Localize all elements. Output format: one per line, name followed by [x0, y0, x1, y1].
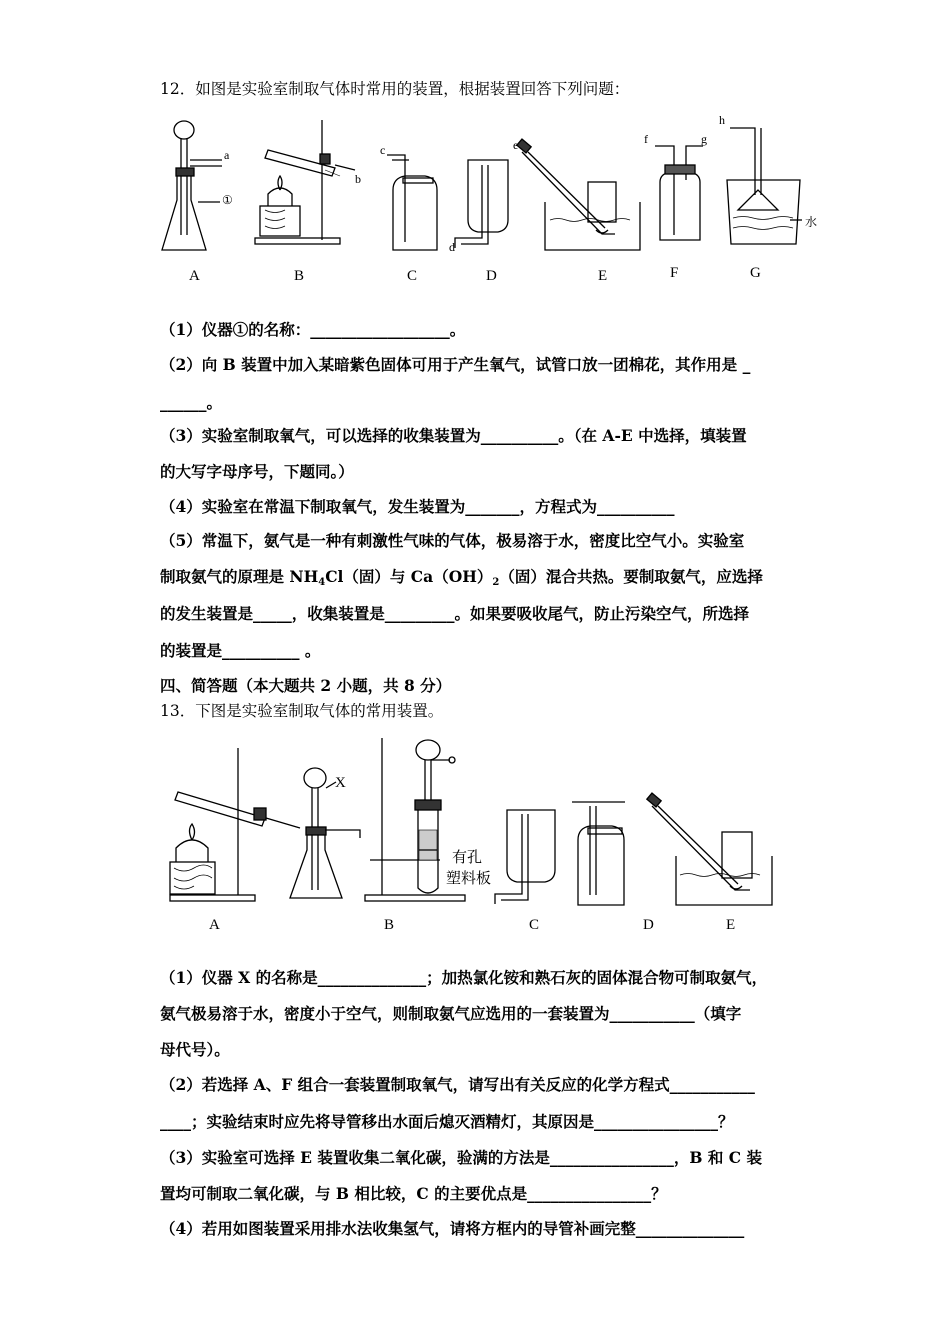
fig12-label-c: C	[407, 268, 418, 284]
tag-f: f	[644, 132, 648, 146]
fig13-label-d: D	[643, 917, 654, 933]
q12-p1: （1）仪器①的名称：__________________。	[160, 320, 466, 339]
q12-p5b-pre: 制取氨气的原理是 NH	[160, 567, 319, 586]
apparatus-d-bottle	[455, 160, 508, 248]
q12-p5b-sub1: 4	[318, 577, 326, 588]
q13-apparatus-d-bottle	[572, 802, 625, 905]
q13-p2b: ____；实验结束时应先将导管移出水面后熄灭酒精灯，其原因是________________？	[160, 1112, 734, 1131]
fig13-label-a: A	[209, 917, 220, 933]
tag-b: b	[355, 172, 361, 186]
q13-p2a: （2）若选择 A、F 组合一套装置制取氧气，请写出有关反应的化学方程式___________	[160, 1075, 755, 1094]
fig12-label-d: D	[486, 268, 497, 284]
q12-p5c: 的发生装置是_____，收集装置是_________。如果要吸收尾气，防止污染空气，所选择	[160, 604, 750, 623]
q12-p5b-post: （固）混合共热。要制取氨气，应选择	[499, 567, 763, 586]
fig12-label-a: A	[189, 268, 200, 284]
tag-porous-2: 塑料板	[446, 871, 492, 887]
q13-apparatus-a	[170, 748, 300, 901]
q13-apparatus-c-bottle	[495, 810, 555, 904]
gas-apparatus-figure-q12	[150, 110, 830, 290]
q12-p5b	[160, 567, 763, 593]
q12-p5a: （5）常温下，氨气是一种有刺激性气味的气体，极易溶于水，密度比空气小。实验室	[160, 531, 745, 550]
tag-water: 水	[805, 215, 818, 229]
tag-a: a	[224, 148, 230, 162]
q12-p5b-mid: Cl（固）与 Ca（OH）	[325, 567, 493, 586]
q12-p4: （4）实验室在常温下制取氧气，发生装置为_______，方程式为__________	[160, 497, 675, 516]
tag-g: g	[701, 132, 707, 146]
q12-p2b: ______。	[160, 393, 223, 412]
q12-p5b-sub2: 2	[492, 577, 500, 588]
fig13-label-b: B	[384, 917, 395, 933]
q13-p1c: 母代号）。	[160, 1040, 230, 1059]
fig12-label-f: F	[670, 265, 679, 281]
q12-p5d: 的装置是__________ 。	[160, 641, 321, 660]
q13-p3b: 置均可制取二氧化碳，与 B 相比较，C 的主要优点是________________？	[160, 1184, 667, 1203]
apparatus-g-beaker	[727, 128, 802, 244]
apparatus-a-flask	[162, 121, 222, 250]
q13-p1a: （1）仪器 X 的名称是______________；加热氯化铵和熟石灰的固体混合物可制取氨气，	[160, 968, 768, 987]
apparatus-c-bottle	[387, 155, 437, 250]
tag-h: h	[719, 113, 725, 127]
section4-heading: 四、简答题（本大题共 2 小题，共 8 分）	[160, 676, 452, 695]
fig12-label-e: E	[598, 268, 608, 284]
q12-p3a: （3）实验室制取氧气，可以选择的收集装置为__________。（在 A-E 中选择，填装置	[160, 426, 747, 445]
q13-title: 13．下图是实验室制取气体的常用装置。	[160, 702, 444, 720]
fig12-label-b: B	[294, 268, 305, 284]
fig13-label-e: E	[726, 917, 736, 933]
fig12-label-g: G	[750, 265, 761, 281]
apparatus-b-heating	[255, 120, 355, 244]
q12-p3b: 的大写字母序号，下题同。）	[160, 462, 354, 481]
q13-p3a: （3）实验室可选择 E 装置收集二氧化碳，验满的方法是________________，B 和 C 装	[160, 1148, 763, 1167]
q12-p2a: （2）向 B 装置中加入某暗紫色固体可用于产生氧气，试管口放一团棉花，其作用是 _	[160, 355, 751, 374]
tag-x: X	[335, 775, 346, 791]
apparatus-f-washbottle	[655, 146, 703, 240]
q12-title: 12．如图是实验室制取气体时常用的装置，根据装置回答下列问题：	[160, 80, 630, 98]
tag-c: c	[380, 143, 386, 157]
q13-p1b: 氨气极易溶于水，密度小于空气，则制取氨气应选用的一套装置为___________（填字	[160, 1004, 742, 1023]
fig13-label-c: C	[529, 917, 540, 933]
tag-d: d	[449, 240, 455, 254]
q13-p4: （4）若用如图装置采用排水法收集氢气，请将方框内的导管补画完整______________	[160, 1219, 745, 1238]
tag-e: e	[513, 138, 519, 152]
q13-apparatus-b-flask	[290, 768, 360, 898]
q13-apparatus-e-trough	[647, 793, 772, 905]
tag-porous-1: 有孔	[452, 850, 483, 866]
tag-circle1: ①	[222, 193, 233, 207]
apparatus-e-trough	[517, 139, 640, 250]
